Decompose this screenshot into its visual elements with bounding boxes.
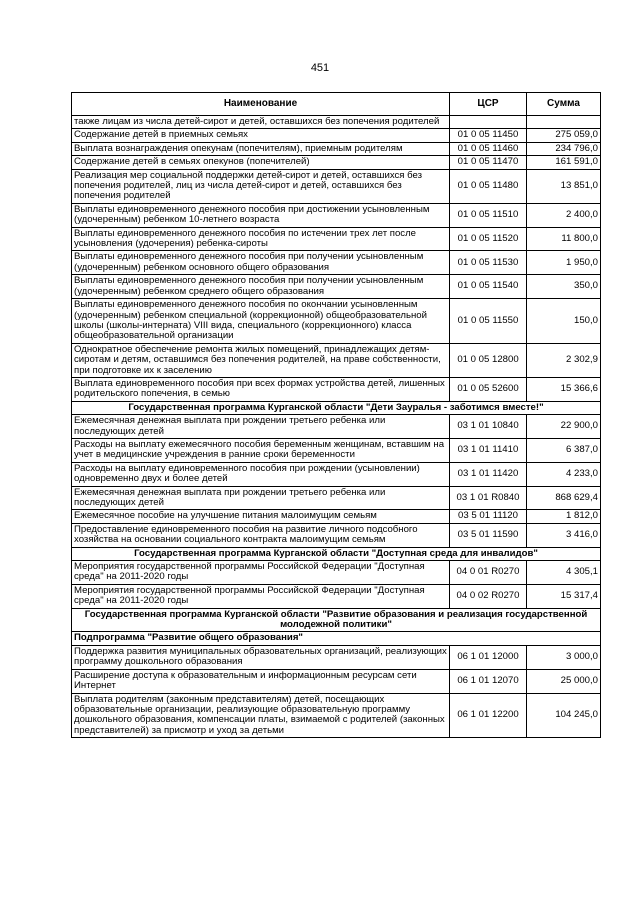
row-name: также лицам из числа детей-сирот и детей, оставшихся без попечения родителей [72,116,450,129]
row-name: Предоставление единовременного пособия на развитие личного подсобного хозяйства на основании социального контракта малоимущим семьям [72,523,450,547]
table-row [72,343,601,377]
table-row [72,116,601,129]
row-csr: 03 5 01 11590 [450,523,527,547]
row-name: Расходы на выплату ежемесячного пособия беременным женщинам, вставшим на учет в медицинские учреждения в ранние сроки беременности [72,438,450,462]
row-name: Выплата вознаграждения опекунам (попечителям), приемным родителям [72,142,450,155]
row-csr: 03 1 01 10840 [450,415,527,439]
row-name: Ежемесячное пособие на улучшение питания малоимущим семьям [72,510,450,523]
table-row [72,645,601,669]
row-csr: 03 5 01 11120 [450,510,527,523]
program-title: Государственная программа Курганской области "Доступная среда для инвалидов" [72,547,601,560]
row-sum: 868 629,4 [527,486,601,510]
row-sum: 275 059,0 [527,129,601,142]
row-name: Выплаты единовременного денежного пособия по окончании усыновленным (удочеренным) ребенком специальной (коррекционной) общеобразовательной школы (школы-интерната) VIII вида, специального (коррекционного) класса общеобразовательной организации [72,299,450,344]
row-sum: 15 317,4 [527,584,601,608]
row-csr: 01 0 05 12800 [450,343,527,377]
row-csr: 01 0 05 11550 [450,299,527,344]
row-csr: 03 1 01 R0840 [450,486,527,510]
budget-table [71,92,601,738]
row-name: Выплаты единовременного денежного пособия при получении усыновленным (удочеренным) ребенком основного общего образования [72,251,450,275]
row-name: Выплаты единовременного денежного пособия по истечении трех лет после усыновления (удочерения) ребенка-сироты [72,227,450,251]
header-csr: ЦСР [450,93,527,116]
row-sum: 2 302,9 [527,343,601,377]
row-csr [450,116,527,129]
row-name: Мероприятия государственной программы Российской Федерации "Доступная среда" на 2011-2020 годы [72,561,450,585]
table-row [72,203,601,227]
row-sum: 104 245,0 [527,693,601,738]
page-number: 451 [310,62,330,74]
table-row [72,693,601,738]
row-sum: 1 950,0 [527,251,601,275]
row-csr: 01 0 05 11510 [450,203,527,227]
table-row [72,584,601,608]
row-name: Выплаты единовременного денежного пособия при достижении усыновленным (удочеренным) ребенком 10-летнего возраста [72,203,450,227]
header-name: Наименование [72,93,450,116]
row-sum: 25 000,0 [527,669,601,693]
table-row [72,299,601,344]
row-sum: 3 000,0 [527,645,601,669]
row-sum: 15 366,6 [527,377,601,401]
row-sum: 1 812,0 [527,510,601,523]
row-sum: 3 416,0 [527,523,601,547]
table-row [72,415,601,439]
row-sum: 4 305,1 [527,561,601,585]
row-csr: 01 0 05 11450 [450,129,527,142]
subprogram-title: Подпрограмма "Развитие общего образования" [72,632,601,645]
row-name: Расходы на выплату единовременного пособия при рождении (усыновлении) одновременно двух и более детей [72,462,450,486]
table-row [72,377,601,401]
row-csr: 04 0 01 R0270 [450,561,527,585]
table-row [72,129,601,142]
row-csr: 06 1 01 12070 [450,669,527,693]
table-row [72,523,601,547]
row-csr: 06 1 01 12200 [450,693,527,738]
row-name: Ежемесячная денежная выплата при рождении третьего ребенка или последующих детей [72,486,450,510]
row-name: Расширение доступа к образовательным и информационным ресурсам сети Интернет [72,669,450,693]
row-csr: 01 0 05 11530 [450,251,527,275]
row-csr: 03 1 01 11410 [450,438,527,462]
row-sum: 11 800,0 [527,227,601,251]
row-sum: 234 796,0 [527,142,601,155]
row-name: Реализация мер социальной поддержки детей-сирот и детей, оставшихся без попечения родителей, лиц из числа детей-сирот и детей, оставшихся без попечения родителей [72,169,450,203]
row-name: Поддержка развития муниципальных образовательных организаций, реализующих программу дошкольного образования [72,645,450,669]
row-sum: 22 900,0 [527,415,601,439]
row-sum: 350,0 [527,275,601,299]
subprogram-row [72,632,601,645]
row-sum: 161 591,0 [527,156,601,169]
table-row [72,156,601,169]
row-name: Выплаты единовременного денежного пособия при получении усыновленным (удочеренным) ребенком среднего общего образования [72,275,450,299]
row-name: Выплата родителям (законным представителям) детей, посещающих образовательные организации, реализующие образовательную программу дошкольного образования, компенсации платы, взимаемой с родителей (законных представителей) за присмотр и уход за детьми [72,693,450,738]
program-title: Государственная программа Курганской области "Дети Зауралья - заботимся вместе!" [72,401,601,414]
table-row [72,142,601,155]
program-title: Государственная программа Курганской области "Развитие образования и реализация государственной молодежной политики" [72,608,601,632]
row-csr: 01 0 05 11540 [450,275,527,299]
row-name: Ежемесячная денежная выплата при рождении третьего ребенка или последующих детей [72,415,450,439]
row-sum: 6 387,0 [527,438,601,462]
table-row [72,669,601,693]
row-name: Однократное обеспечение ремонта жилых помещений, принадлежащих детям-сиротам и детям, оставшимся без попечения родителей, на праве собственности, при подготовке их к заселению [72,343,450,377]
row-name: Содержание детей в приемных семьях [72,129,450,142]
row-csr: 01 0 05 52600 [450,377,527,401]
table-body [72,116,601,738]
row-csr: 01 0 05 11480 [450,169,527,203]
program-section-row [72,401,601,414]
table-row [72,251,601,275]
row-name: Выплата единовременного пособия при всех формах устройства детей, лишенных родительского попечения, в семью [72,377,450,401]
table-row [72,275,601,299]
table-row [72,561,601,585]
header-sum: Сумма [527,93,601,116]
table-row [72,486,601,510]
table-row [72,462,601,486]
row-csr: 04 0 02 R0270 [450,584,527,608]
table-row [72,169,601,203]
program-section-row [72,547,601,560]
row-csr: 01 0 05 11460 [450,142,527,155]
row-sum: 150,0 [527,299,601,344]
row-csr: 06 1 01 12000 [450,645,527,669]
table-row [72,438,601,462]
table-row [72,227,601,251]
row-csr: 01 0 05 11520 [450,227,527,251]
row-name: Мероприятия государственной программы Российской Федерации "Доступная среда" на 2011-2020 годы [72,584,450,608]
row-name: Содержание детей в семьях опекунов (попечителей) [72,156,450,169]
row-sum [527,116,601,129]
row-sum: 2 400,0 [527,203,601,227]
table-row [72,510,601,523]
program-section-row [72,608,601,632]
row-sum: 4 233,0 [527,462,601,486]
table-header-row [72,93,601,116]
row-csr: 01 0 05 11470 [450,156,527,169]
row-sum: 13 851,0 [527,169,601,203]
row-csr: 03 1 01 11420 [450,462,527,486]
